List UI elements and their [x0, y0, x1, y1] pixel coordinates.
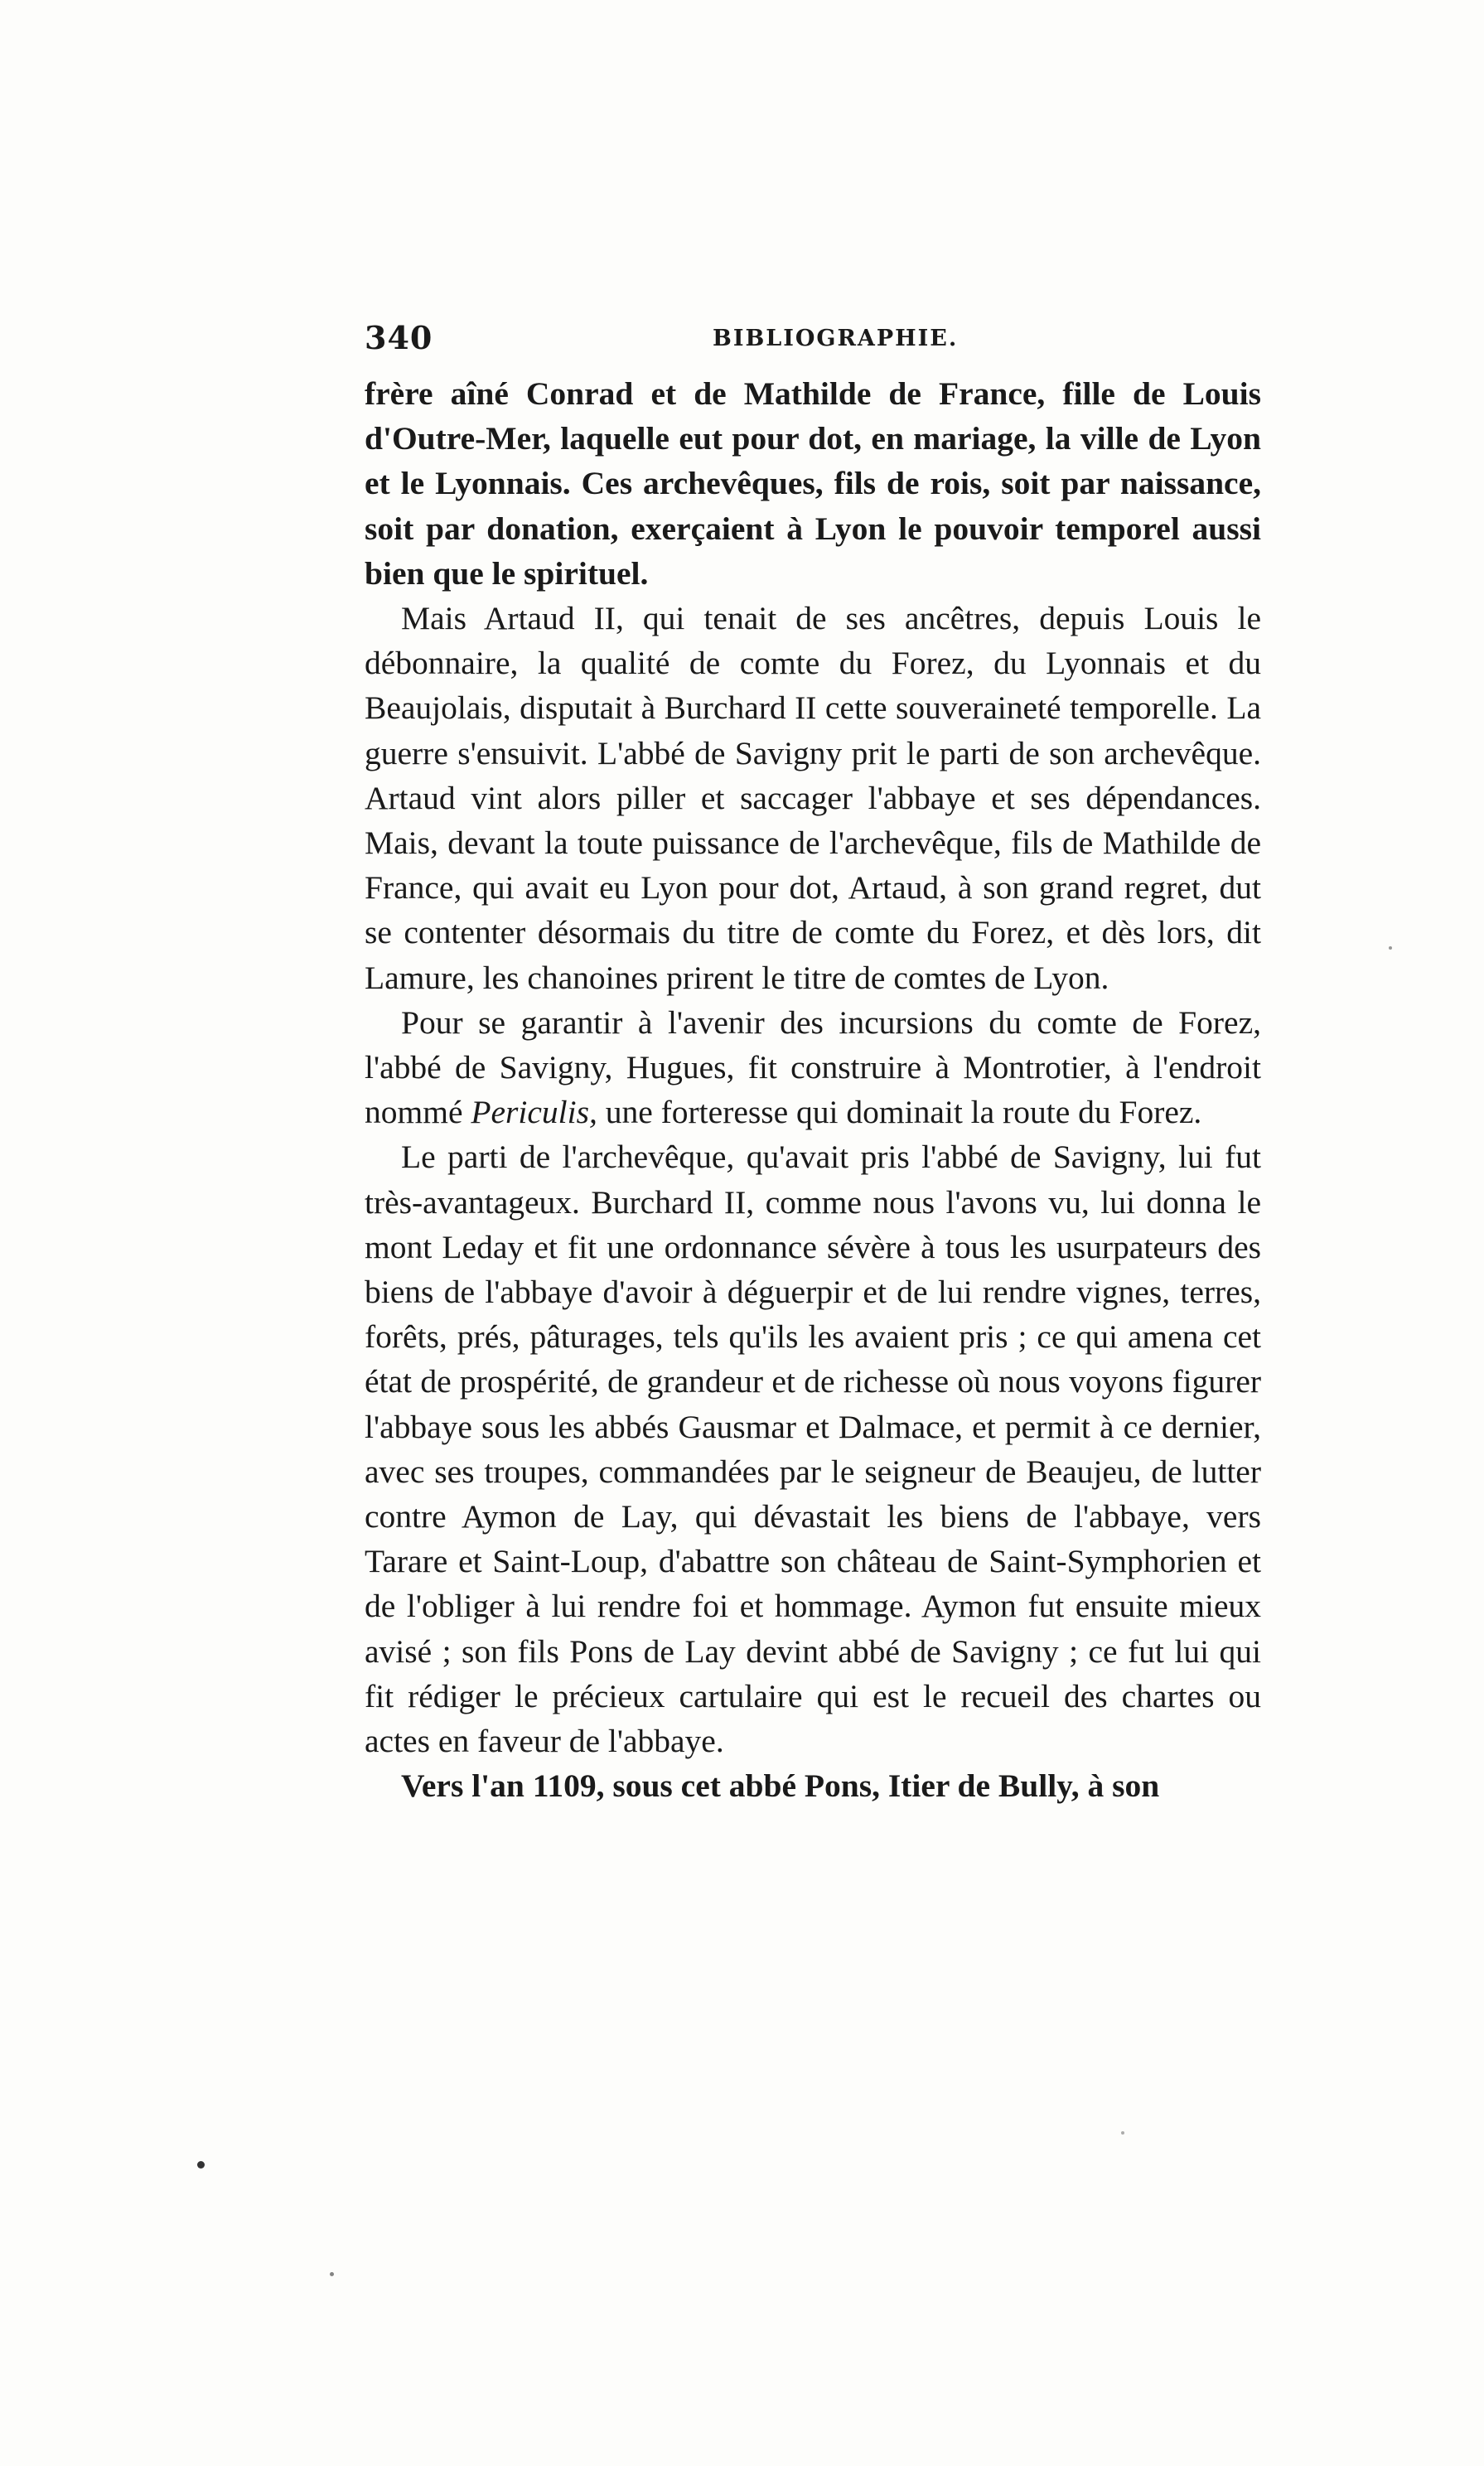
paragraph-3-text-after: une forteresse qui dominait la route du Forez.	[597, 1094, 1202, 1131]
page-header	[365, 319, 1259, 360]
paragraph-3	[365, 1000, 1261, 1135]
scan-speck	[1121, 2131, 1124, 2135]
paragraph-4: Le parti de l'archevêque, qu'avait pris l'abbé de Savigny, lui fut très-avantageux. Burchard II, comme nous l'avons vu, lui donna le mont Leday et fit une ordonnance sévère à tous les usurpateurs des biens de l'abbaye d'avoir à déguerpir et de lui rendre vignes, terres, forêts, prés, pâturages, tels qu'ils les avaient pris ; ce qui amena cet état de prospérité, de grandeur et de richesse où nous voyons figurer l'abbaye sous les abbés Gausmar et Dalmace, et permit à ce dernier, avec ses troupes, commandées par le seigneur de Beaujeu, de lutter contre Aymon de Lay, qui dévastait les biens de l'abbaye, vers Tarare et Saint-Loup, d'abattre son château de Saint-Symphorien et de l'obliger à lui rendre foi et hommage. Aymon fut ensuite mieux avisé ; son fils Pons de Lay devint abbé de Savigny ; ce fut lui qui fit rédiger le précieux cartulaire qui est le recueil des chartes ou actes en faveur de l'abbaye.	[365, 1139, 1261, 1760]
paragraph-5: Vers l'an 1109, sous cet abbé Pons, Itier de Bully, à son	[401, 1767, 1160, 1805]
paragraph-3-text-before: Pour se garantir à l'avenir des incursions du comte de Forez, l'abbé de Savigny, Hugues, fit construire à Montrotier, à l'endroit nommé	[365, 1003, 1261, 1131]
body-text	[365, 371, 1261, 1809]
scan-speck	[197, 2161, 205, 2169]
paragraph-1: frère aîné Conrad et de Mathilde de France, fille de Louis d'Outre-Mer, laquelle eut pour dot, en mariage, la ville de Lyon et le Lyonnais. Ces archevêques, fils de rois, soit par naissance, soit par donation, exerçaient à Lyon le pouvoir temporel aussi bien que le spirituel.	[365, 375, 1261, 592]
paragraph-2: Mais Artaud II, qui tenait de ses ancêtres, depuis Louis le débonnaire, la qualité de comte du Forez, du Lyonnais et du Beaujolais, disputait à Burchard II cette souveraineté temporelle. La guerre s'ensuivit. L'abbé de Savigny prit le parti de son archevêque. Artaud vint alors piller et saccager l'abbaye et ses dépendances. Mais, devant la toute puissance de l'archevêque, fils de Mathilde de France, qui avait eu Lyon pour dot, Artaud, à son grand regret, dut se contenter désormais du titre de comte du Forez, et dès lors, dit Lamure, les chanoines prirent le titre de comtes de Lyon.	[365, 600, 1261, 996]
running-title: BIBLIOGRAPHIE.	[713, 326, 959, 351]
scan-speck	[330, 2272, 334, 2276]
scan-speck	[1389, 946, 1392, 950]
italic-place-name: Periculis,	[471, 1094, 597, 1131]
page-number: 340	[365, 319, 433, 356]
